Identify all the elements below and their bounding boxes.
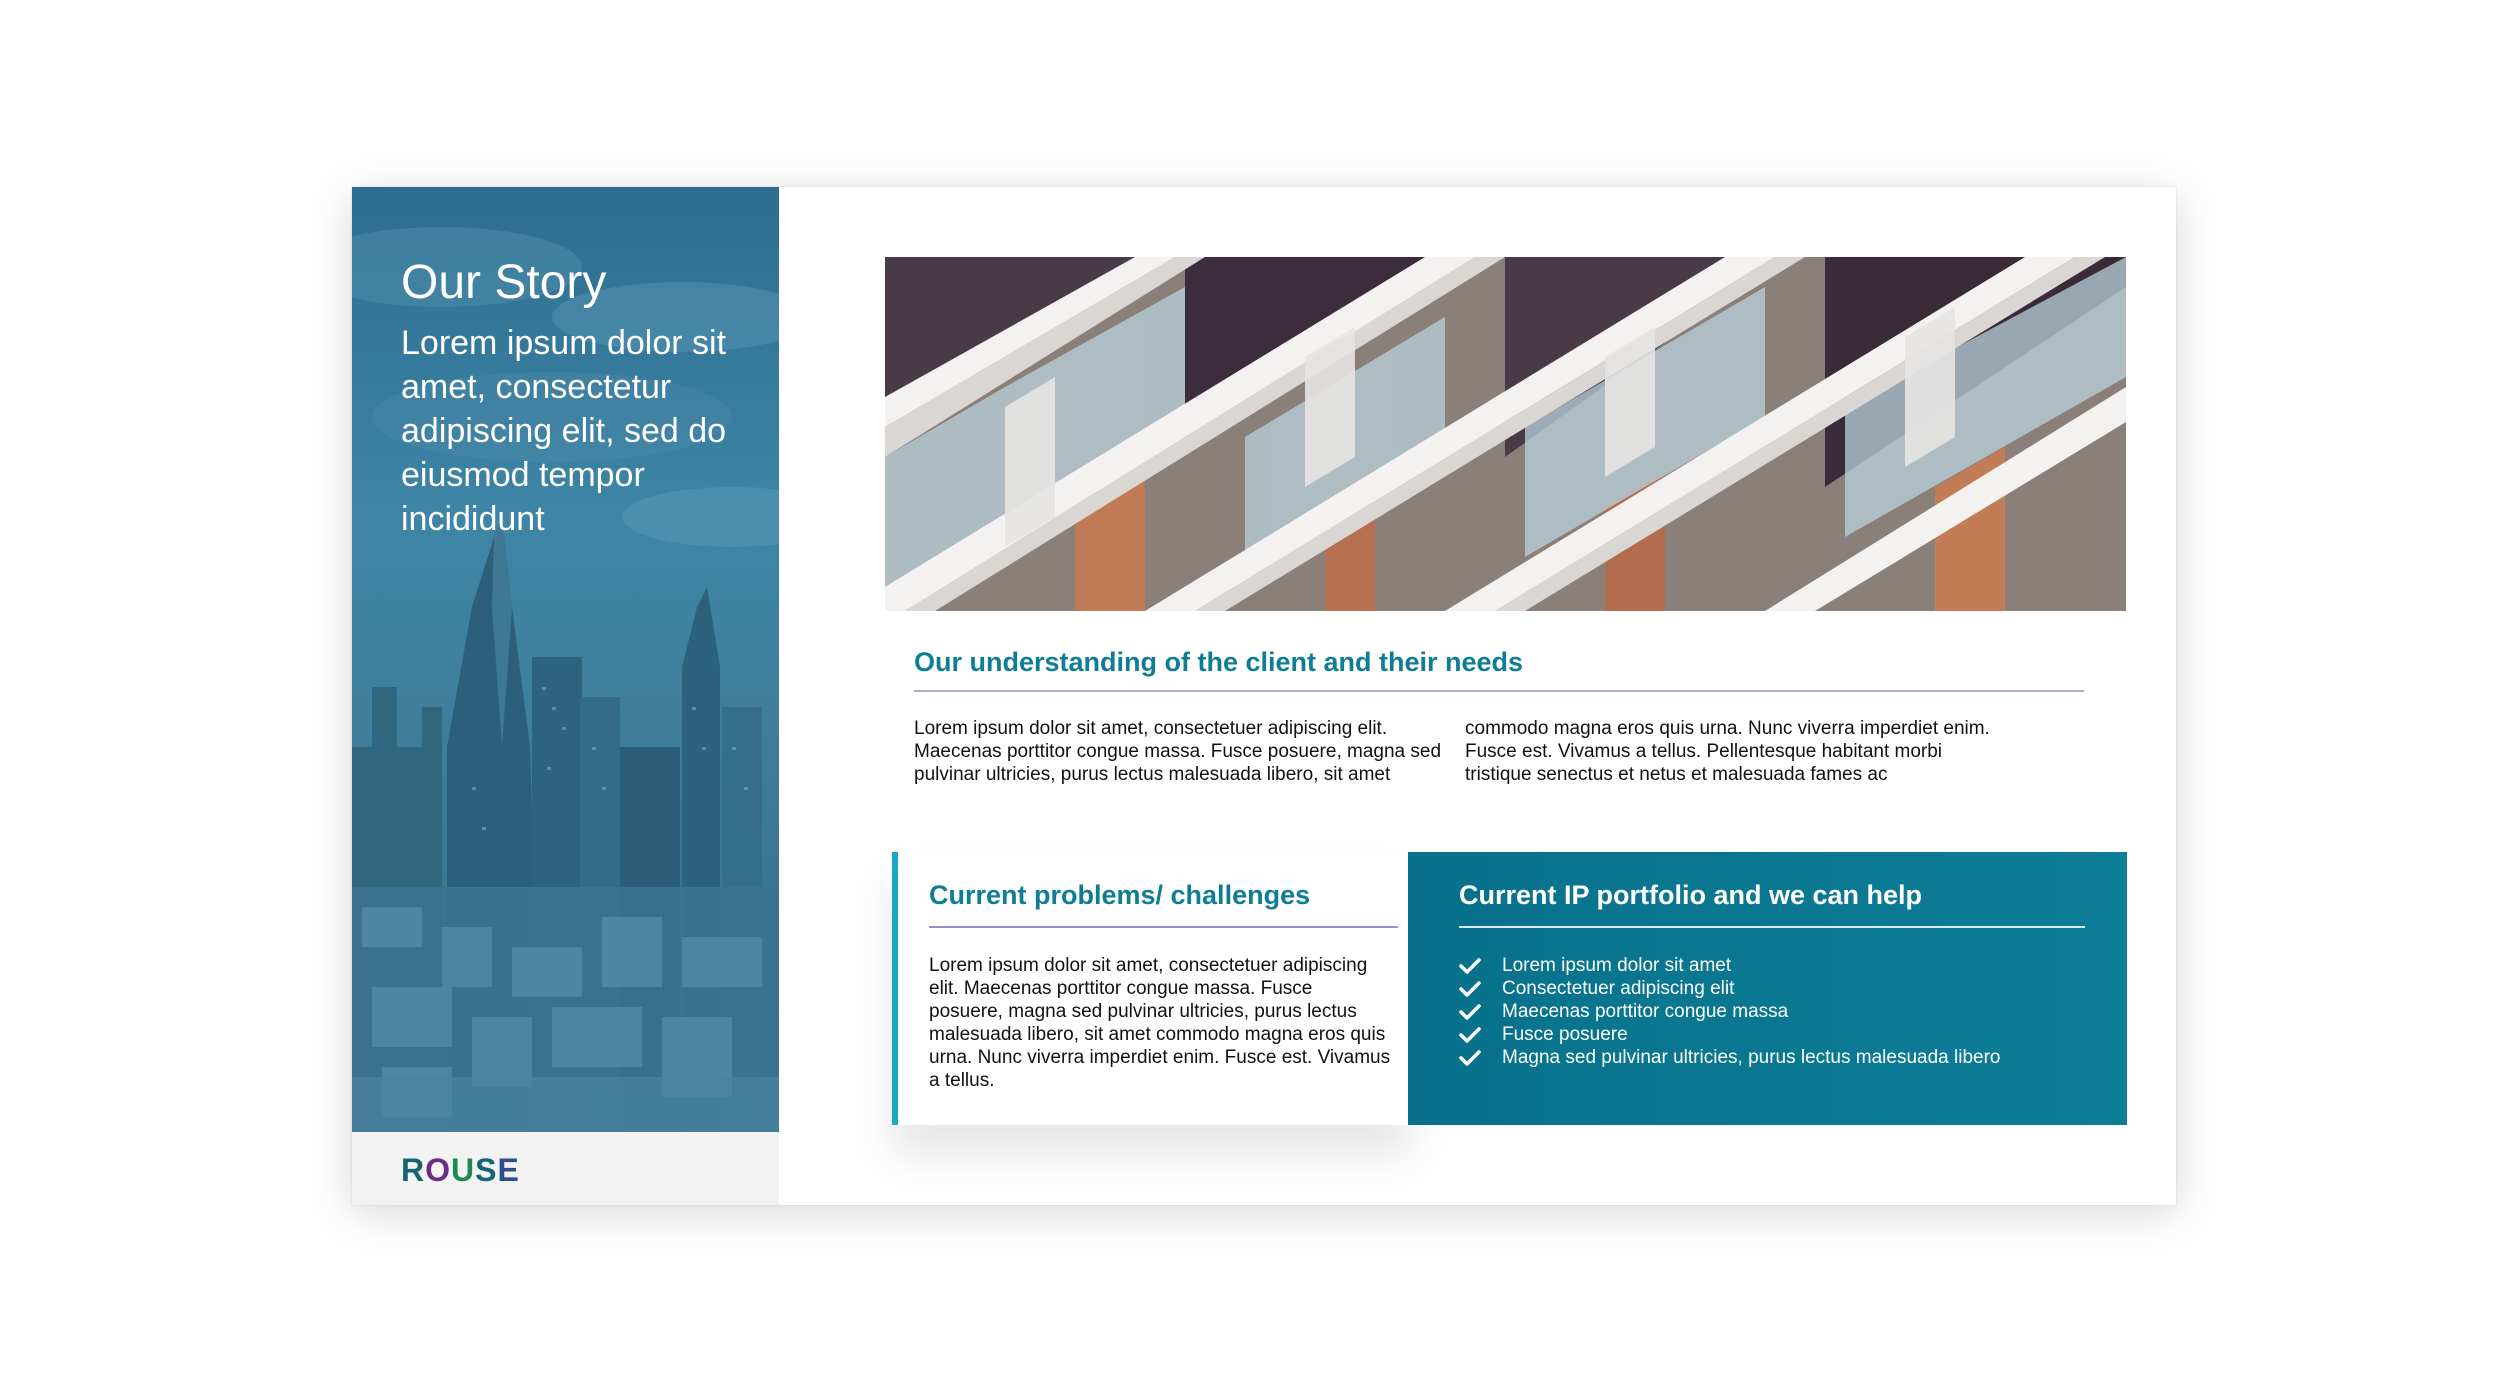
check-icon: [1459, 1003, 1481, 1021]
understanding-text-col1: Lorem ipsum dolor sit amet, consectetuer adipiscing elit. Maecenas porttitor congue massa. Fusce posuere, magna sed pulvinar ultricies, purus lectus malesuada libero, sit amet: [914, 718, 1442, 785]
list-item: [1459, 1023, 2019, 1046]
problems-title: Current problems/ challenges: [929, 880, 1311, 910]
list-item: [1459, 1000, 2019, 1023]
understanding-text-col2: commodo magna eros quis urna. Nunc viverra imperdiet enim. Fusce est. Vivamus a tellus. Pellentesque habitant morbi tristique senectus et netus et malesuada fames ac: [1465, 718, 1990, 785]
left-footer: [352, 1132, 779, 1205]
list-item: [1459, 954, 2019, 977]
logo-letter: O: [425, 1152, 451, 1188]
ip-portfolio-list: [1459, 954, 2019, 1069]
ip-portfolio-card: [1408, 852, 2127, 1125]
problems-card: [892, 852, 1411, 1125]
list-item-text: Magna sed pulvinar ultricies, purus lectus malesuada libero: [1502, 1047, 2001, 1068]
problems-body: Lorem ipsum dolor sit amet, consectetuer adipiscing elit. Maecenas porttitor congue massa. Fusce posuere, magna sed pulvinar ultricies, purus lectus malesuada libero, sit amet commodo magna eros quis urna. Nunc viverra imperdiet enim. Fusce est. Vivamus a tellus.: [929, 955, 1391, 1091]
building-balconies-photo: [885, 257, 2126, 611]
check-icon: [1459, 980, 1481, 998]
story-body: Lorem ipsum dolor sit amet, consectetur adipiscing elit, sed do eiusmod tempor incididunt: [401, 324, 727, 538]
understanding-title: Our understanding of the client and their needs: [914, 647, 1524, 677]
list-item-text: Fusce posuere: [1502, 1024, 1628, 1045]
list-item: [1459, 1046, 2019, 1069]
rouse-logo: [401, 1152, 520, 1189]
list-item-text: Lorem ipsum dolor sit amet: [1502, 955, 1732, 976]
logo-letter: R: [401, 1152, 426, 1188]
check-icon: [1459, 1049, 1481, 1067]
list-item: [1459, 977, 2019, 1000]
logo-letter: U: [451, 1152, 476, 1188]
check-icon: [1459, 1026, 1481, 1044]
logo-letter: E: [497, 1152, 520, 1188]
left-text-block: [401, 255, 741, 541]
ip-portfolio-divider: [1459, 926, 2085, 928]
story-title: Our Story: [401, 256, 607, 309]
logo-letter: S: [475, 1152, 498, 1188]
ip-portfolio-title: Current IP portfolio and we can help: [1459, 880, 1923, 910]
left-panel: [352, 187, 779, 1132]
problems-divider: [929, 926, 1398, 928]
check-icon: [1459, 957, 1481, 975]
understanding-divider: [914, 690, 2084, 692]
list-item-text: Consectetuer adipiscing elit: [1502, 978, 1735, 999]
list-item-text: Maecenas porttitor congue massa: [1502, 1001, 1789, 1022]
slide: [352, 187, 2176, 1205]
